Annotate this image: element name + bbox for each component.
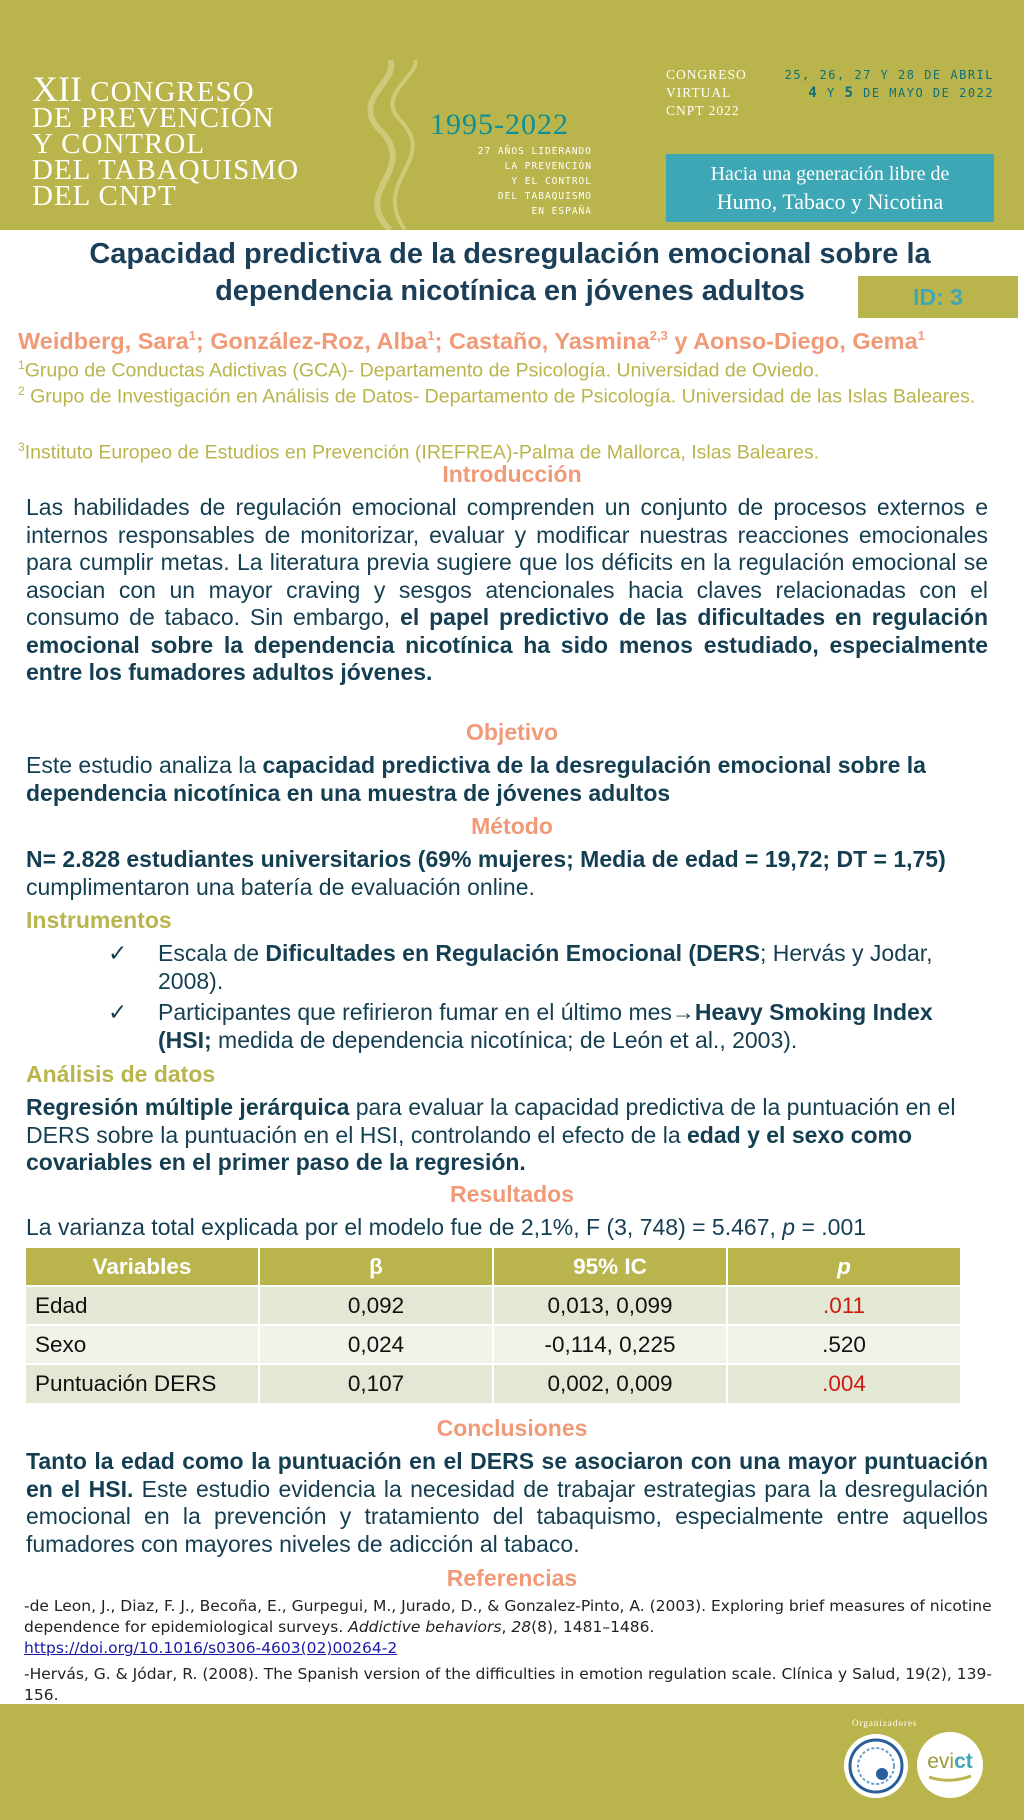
conclusions-heading: Conclusiones [436, 1415, 588, 1441]
table-header-row [26, 1248, 960, 1286]
affiliation-2: $^2$ Grupo de Investigación en Análisis de Datos- Departamento de Psicología. Universidad de las Islas Baleares. [18, 384, 976, 408]
analysis-text: Regresión múltiple jerárquica para evaluar la capacidad predictiva de la puntuación en el DERS sobre la puntuación en el HSI, controlando el efecto de la edad y el sexo como covariables en el primer paso de la regresión. [26, 1094, 956, 1175]
analysis-heading: Análisis de datos [26, 1061, 216, 1087]
method-heading: Método [471, 813, 553, 839]
column-header: Variables [26, 1248, 259, 1286]
column-header: β [259, 1248, 493, 1286]
results-table [26, 1248, 960, 1403]
poster-id-badge: ID: 3 [858, 276, 1018, 318]
anniversary-years: 1995-2022 [430, 108, 569, 141]
column-header: p [727, 1248, 960, 1286]
results-heading: Resultados [450, 1181, 574, 1207]
objective-text: Este estudio analiza la capacidad predictiva de la desregulación emocional sobre la dependencia nicotínica en una muestra de jóvenes adultos [26, 752, 926, 806]
beta-cell: 0,107 [259, 1364, 493, 1403]
anniversary-tagline: 27 AÑOS LIDERANDO LA PREVENCIÓN Y EL CONTROL DEL TABAQUISMO EN ESPAÑA [477, 146, 592, 217]
variable-cell: Puntuación DERS [26, 1364, 259, 1403]
list-item: ✓ Escala de Dificultades en Regulación Emocional (DERS; Hervás y Jodar, 2008). [108, 940, 933, 994]
list-item: ✓ Participantes que refirieron fumar en el último mes→Heavy Smoking Index (HSI; medida de dependencia nicotínica; de León et al., 2003). [108, 999, 933, 1053]
congress-title: XII CONGRESO DE PREVENCIÓN Y CONTROL DEL TABAQUISMO DEL CNPT [32, 69, 300, 212]
table-row [26, 1325, 960, 1364]
conclusions-text: Tanto la edad como la puntuación en el DERS se asociaron con una mayor puntuación en el HSI. Este estudio evidencia la necesidad de trabajar estrategias para la desregulación emocional en la prevención y tratamiento del tabaquismo, especialmente entre aquellos fumadores con mayores niveles de adicción al tabaco. [26, 1448, 988, 1557]
variable-cell: Sexo [26, 1325, 259, 1364]
organizers-label: Organizadores [852, 1718, 918, 1728]
reference-1: -de Leon, J., Diaz, F. J., Becoña, E., Gurpegui, M., Jurado, D., & Gonzalez-Pinto, A. (2003). Exploring brief measures of nicotine dependence for epidemiological surveys. Addictive behaviors, 28(8), 1481–1486. https://doi.org/10.1016/s0306-4603(02)00264-2 [24, 1597, 992, 1657]
p-value-cell: .520 [727, 1325, 960, 1364]
beta-cell: 0,024 [259, 1325, 493, 1364]
checkmark-icon: ✓ [108, 940, 128, 966]
evict-logo: evict [917, 1732, 983, 1798]
arrow-right-icon: → [671, 999, 695, 1025]
slogan-box: Hacia una generación libre de Humo, Tabaco y Nicotina [666, 154, 994, 222]
poster-header [0, 0, 1024, 230]
intro-heading: Introducción [442, 461, 582, 487]
objective-heading: Objetivo [465, 719, 558, 745]
column-header: 95% IC [493, 1248, 727, 1286]
variable-cell: Edad [26, 1286, 259, 1325]
intro-text: Las habilidades de regulación emocional comprenden un conjunto de procesos externos e internos responsables de monitorizar, evaluar y modificar nuestras reacciones emocionales para cumplir metas. La literatura previa sugiere que los déficits en la regulación emocional se asocian con un mayor craving y sesgos atencionales hacia claves relacionadas con el consumo de tabaco. Sin embargo, el papel predictivo de las dificultades en regulación emocional sobre la dependencia nicotínica ha sido menos estudiado, especialmente entre los fumadores adultos jóvenes. [26, 494, 988, 685]
author-list: Weidberg, Sara$^1$; González-Roz, Alba$^1$; Castaño, Yasmina$^{2,3}$ y Aonso-Diego, Gema$^1$ [18, 327, 925, 354]
congress-dates: 25, 26, 27 Y 28 DE ABRIL 4 Y 5 DE MAYO DE 2022 [784, 68, 994, 101]
ci-cell: 0,002, 0,009 [493, 1364, 727, 1403]
table-row [26, 1286, 960, 1325]
checkmark-icon: ✓ [108, 999, 128, 1025]
cnpt-logo [844, 1734, 908, 1798]
ci-cell: 0,013, 0,099 [493, 1286, 727, 1325]
poster-footer [0, 1704, 1024, 1820]
reference-2: -Hervás, G. & Jódar, R. (2008). The Spanish version of the difficulties in emotion regulation scale. Clínica y Salud, 19(2), 139-156. [24, 1665, 992, 1704]
p-value-cell: .004 [727, 1364, 960, 1403]
affiliation-3: $^3$Instituto Europeo de Estudios en Prevención (IREFREA)-Palma de Mallorca, Islas Baleares. [18, 440, 820, 464]
references-heading: Referencias [446, 1565, 578, 1591]
p-value-cell: .011 [727, 1286, 960, 1325]
affiliation-1: $^1$Grupo de Conductas Adictivas (GCA)- Departamento de Psicología. Universidad de Oviedo. [18, 358, 820, 382]
instruments-list [108, 940, 988, 1058]
congress-type: CONGRESO VIRTUAL CNPT 2022 [666, 67, 747, 118]
method-text: N= 2.828 estudiantes universitarios (69% mujeres; Media de edad = 19,72; DT = 1,75) cumplimentaron una batería de evaluación online. [26, 846, 946, 900]
beta-cell: 0,092 [259, 1286, 493, 1325]
variance-text: La varianza total explicada por el modelo fue de 2,1%, F (3, 748) = 5.467, p = .001 [26, 1214, 867, 1240]
doi-link[interactable]: https://doi.org/10.1016/s0306-4603(02)00264-2 [24, 1639, 398, 1657]
ci-cell: -0,114, 0,225 [493, 1325, 727, 1364]
table-row [26, 1364, 960, 1403]
instruments-heading: Instrumentos [26, 907, 172, 933]
poster-title: Capacidad predictiva de la desregulación emocional sobre la dependencia nicotínica en jóvenes adultos [89, 238, 931, 307]
